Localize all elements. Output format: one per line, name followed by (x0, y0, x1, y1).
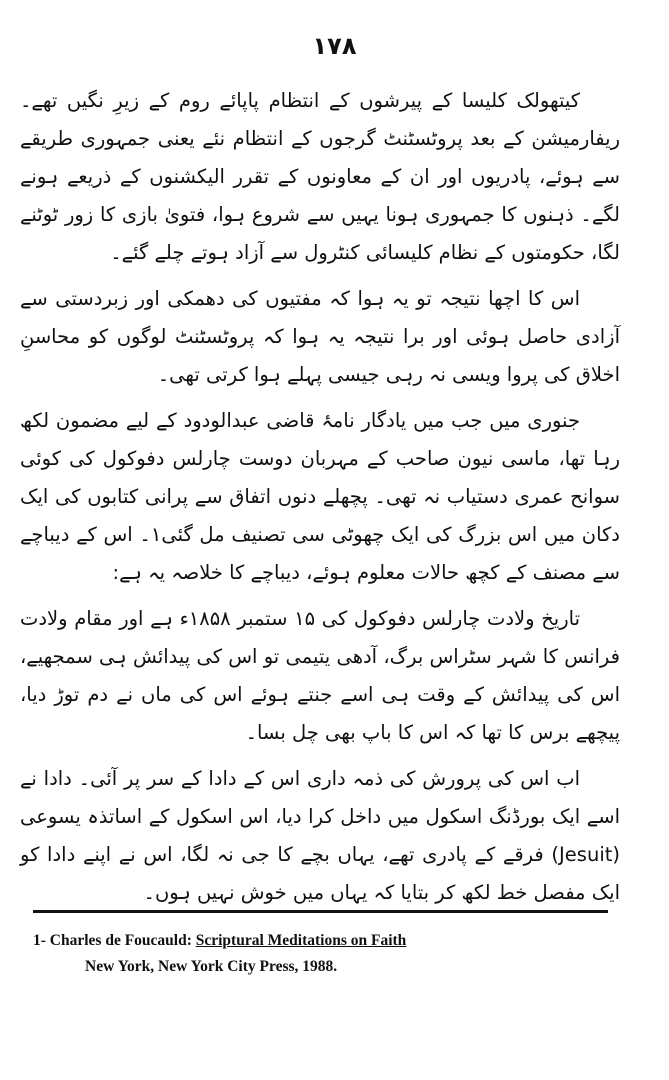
footnote-title: Scriptural Meditations on Faith (195, 932, 407, 949)
body-text (20, 82, 620, 920)
paragraph-3: جنوری میں جب میں یادگار نامۂ قاضی عبدالودود کے لیے مضمون لکھ رہا تھا، ماسی نیون صاحب کے مہربان دوست چارلس دفوکول کی کوئی سوانح عمری دستیاب نہ تھی۔ پچھلے دنوں اتفاق سے پرانی کتابوں کی ایک دکان میں اس بزرگ کی ایک چھوٹی سی تصنیف مل گئی۱۔ اس کے دیباچے سے مصنف کے کچھ حالات معلوم ہوئے، دیباچے کا خلاصہ یہ ہے: (20, 409, 620, 584)
paragraph-2: اس کا اچھا نتیجہ تو یہ ہوا کہ مفتیوں کی دھمکی اور زبردستی سے آزادی حاصل ہوئی اور برا نتیجہ یہ ہوا کہ پروٹسٹنٹ لوگوں کو محاسنِ اخلاق کی پروا ویسی نہ رہی جیسی پہلے ہوا کرتی تھی۔ (20, 287, 620, 386)
footnote (33, 928, 623, 980)
paragraph-1: کیتھولک کلیسا کے پیرشوں کے انتظام پاپائے روم کے زیرِ نگیں تھے۔ ریفارمیشن کے بعد پروٹسٹنٹ گرجوں کے انتظام نئے یعنی جمہوری طریقے سے ہوئے، پادریوں اور ان کے معاونوں کے تقرر الیکشنوں کے ذریعے ہونے لگے۔ ذہنوں کا جمہوری ہونا یہیں سے شروع ہوا، فتویٰ بازی کا زور ٹوٹنے لگا، حکومتوں کے نظام کلیسائی کنٹرول سے آزاد ہوتے چلے گئے۔ (20, 89, 620, 264)
footnote-line-1 (33, 928, 623, 954)
footnote-publisher: New York, New York City Press, 1988. (85, 958, 338, 975)
page-number: ۱۷۸ (312, 32, 357, 60)
paragraph-5: اب اس کی پرورش کی ذمہ داری اس کے دادا کے سر پر آئی۔ دادا نے اسے ایک بورڈنگ اسکول میں داخل کرا دیا، اس اسکول کے اساتذہ یسوعی (Jesuit) فرقے کے پادری تھے، یہاں بچے کا جی نہ لگا، اس نے اپنے دادا کو ایک مفصل خط لکھ کر بتایا کہ یہاں میں خوش نہیں ہوں۔ (20, 767, 620, 904)
paragraph-4: تاریخ ولادت چارلس دفوکول کی ۱۵ ستمبر ۱۸۵۸ء ہے اور مقام ولادت فرانس کا شہر سٹراس برگ، آدھی یتیمی تو اس کی پیدائش ہی سمجھیے، اس کی پیدائش کے وقت ہی اسے جنتے ہوئے اس کی ماں نے دم توڑ دیا، پیچھے برس کا تھا کہ اس کا باپ بھی چل بسا۔ (20, 607, 620, 744)
footnote-author: 1- Charles de Foucauld: (33, 932, 192, 949)
footnote-divider (33, 910, 608, 913)
